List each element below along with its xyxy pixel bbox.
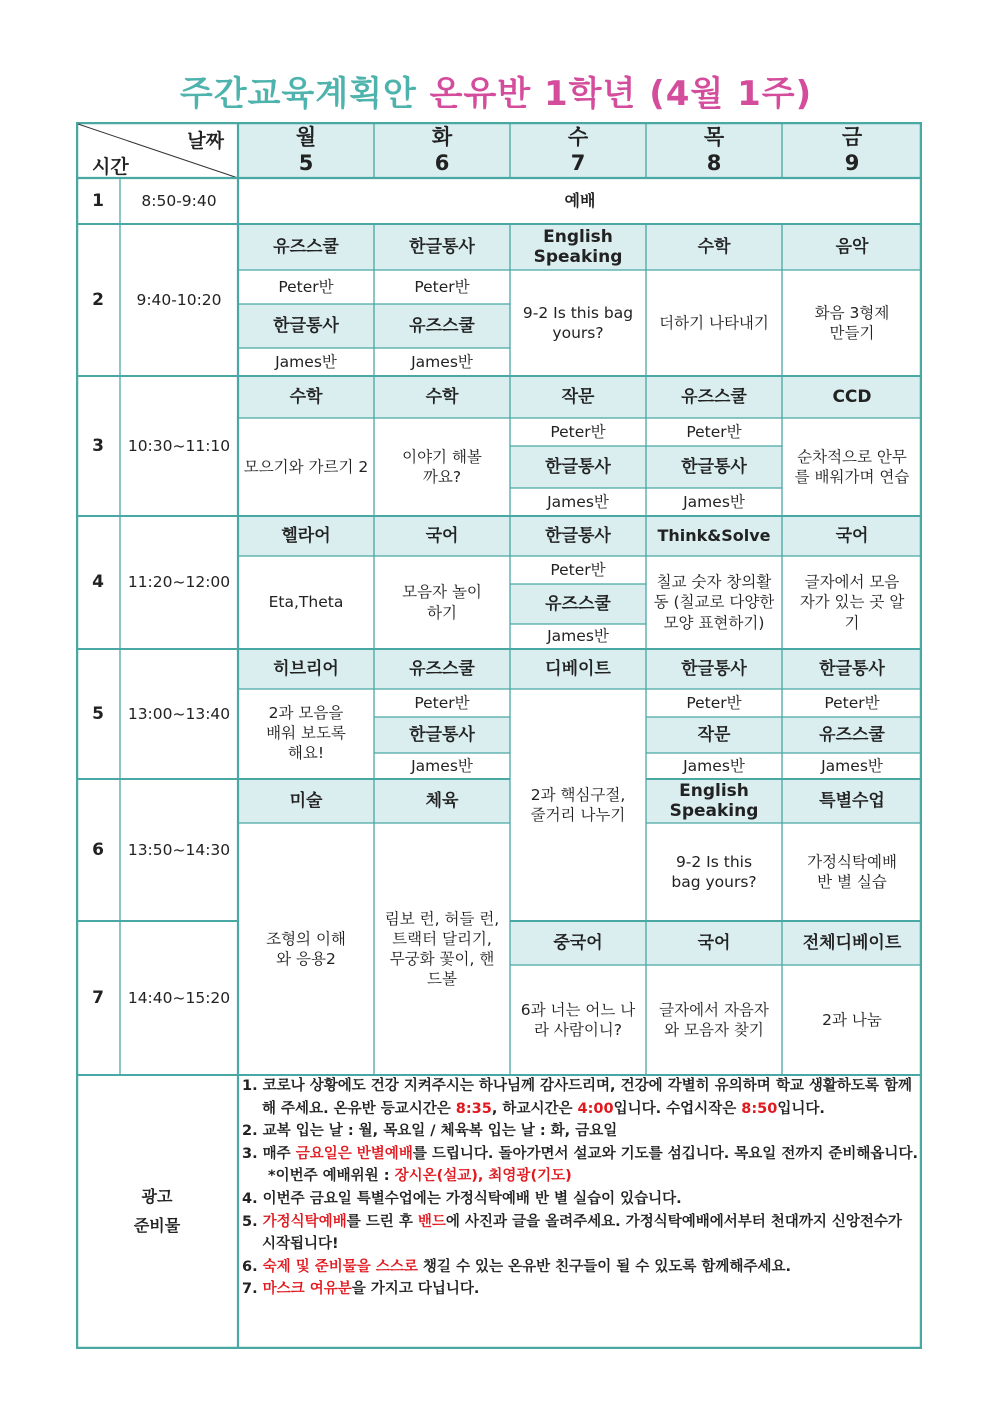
day-header-mon: 월 5 [238, 122, 374, 178]
notes-label [76, 1075, 238, 1349]
period-time: 10:30~11:10 [127, 436, 231, 455]
p7-fri-subject: 전체디베이트 [782, 921, 922, 965]
period-time: 14:40~15:20 [127, 988, 231, 1007]
p2-mon-subject2: 한글통사 [238, 304, 374, 348]
p5-tue-group1: Peter반 [414, 693, 470, 712]
period-num: 3 [92, 435, 104, 456]
period-time: 11:20~12:00 [127, 573, 231, 592]
p2-wed-subject: English Speaking [510, 224, 646, 270]
title-part1: 주간교육계획안 [179, 74, 417, 114]
period-time: 8:50-9:40 [141, 191, 217, 210]
p6-fri-content: 가정식탁예배 반 별 실습 [807, 852, 897, 891]
p4-wed-group2: James반 [547, 627, 609, 646]
p5-mon-content: 2과 모음을 배워 보도록 해요! [266, 704, 346, 763]
p5-tue-group2: James반 [411, 756, 473, 775]
title-part3: (4월 1주) [649, 74, 813, 114]
p5-fri-subject1: 한글통사 [782, 649, 922, 689]
p5-fri-subject2: 유즈스쿨 [782, 717, 922, 753]
p6-tue-content: 림보 런, 허들 런, 트랙터 달리기, 무궁화 꽃이, 핸드볼 [384, 909, 500, 989]
p7-thu-subject: 국어 [646, 921, 782, 965]
p3-fri-subject: CCD [782, 376, 922, 418]
p3-mon-subject: 수학 [238, 376, 374, 418]
p4-fri-content: 글자에서 모음자가 있는 곳 알기 [799, 573, 905, 632]
period-time: 13:50~14:30 [127, 840, 231, 859]
period-time: 13:00~13:40 [127, 704, 231, 723]
p5-thu-subject1: 한글통사 [646, 649, 782, 689]
p3-tue-content: 이야기 해볼까요? [402, 447, 482, 486]
p2-tue-subject2: 유즈스쿨 [374, 304, 510, 348]
p7-fri-content: 2과 나눔 [822, 1010, 882, 1029]
p4-wed-subject1: 한글통사 [510, 516, 646, 556]
time-label: 시간 [92, 156, 129, 178]
p2-thu-subject: 수학 [646, 224, 782, 270]
p4-wed-group1: Peter반 [550, 560, 606, 579]
notes-label-supplies: 준비물 [133, 1216, 181, 1235]
p6-mon-content: 조형의 이해와 응용2 [266, 929, 346, 968]
period-num: 6 [92, 839, 104, 860]
p6-thu-subject: English Speaking [646, 779, 782, 823]
note-item: 7. 마스크 여유분을 가지고 다닙니다. [242, 1281, 480, 1298]
p6-fri-subject: 특별수업 [782, 779, 922, 823]
p2-mon-subject1: 유즈스쿨 [238, 224, 374, 270]
p5-thu-subject2: 작문 [646, 717, 782, 753]
p3-thu-subject2: 한글통사 [646, 446, 782, 488]
p3-wed-group2: James반 [547, 492, 609, 511]
schedule-table [76, 122, 922, 1349]
p2-wed-content: 9-2 Is this bag yours? [522, 303, 634, 342]
p6-thu-content: 9-2 Is this bag yours? [671, 852, 757, 891]
period-num: 2 [92, 289, 104, 310]
date-label: 날짜 [187, 130, 224, 152]
p5-fri-group1: Peter반 [824, 693, 880, 712]
note-item: 6. 숙제 및 준비물을 스스로 챙길 수 있는 온유반 친구들이 될 수 있도록 함께해주세요. [242, 1258, 791, 1275]
period-num: 5 [92, 703, 104, 724]
p3-thu-group1: Peter반 [686, 422, 742, 441]
p2-tue-group2: James반 [411, 352, 473, 371]
p2-mon-group2: James반 [275, 352, 337, 371]
p2-fri-subject: 음악 [782, 224, 922, 270]
note-item: 4. 이번주 금요일 특별수업에는 가정식탁예배 반 별 실습이 있습니다. [242, 1190, 682, 1207]
p5-wed-content: 2과 핵심구절, 줄거리 나누기 [530, 785, 626, 824]
day-header-fri: 금 9 [782, 122, 922, 178]
p3-tue-subject: 수학 [374, 376, 510, 418]
note-item: 3. 매주 금요일은 반별예배를 드립니다. 돌아가면서 설교와 기도를 섬깁니다. 목요일 전까지 준비해옵니다. *이번주 예배위원 : 장시온(설교), 최영광(기도) [242, 1145, 918, 1185]
period-time: 9:40-10:20 [136, 290, 222, 309]
p4-thu-subject: Think&Solve [646, 516, 782, 556]
p4-mon-subject: 헬라어 [238, 516, 374, 556]
note-item: 2. 교복 입는 날 : 월, 목요일 / 체육복 입는 날 : 화, 금요일 [242, 1123, 618, 1140]
p4-mon-content: Eta,Theta [268, 593, 344, 612]
p3-mon-content: 모으기와 가르기 2 [243, 457, 369, 476]
day-header-thu: 목 8 [646, 122, 782, 178]
p4-thu-content: 칠교 숫자 창의활동 (칠교로 다양한 모양 표현하기) [653, 573, 775, 632]
p3-wed-subject1: 작문 [510, 376, 646, 418]
notes-label-ad: 광고 [141, 1187, 173, 1207]
title-part2: 온유반 1학년 [429, 74, 637, 114]
p7-wed-content: 6과 너는 어느 나라 사람이니? [520, 1000, 636, 1039]
p4-tue-subject: 국어 [374, 516, 510, 556]
period-num: 7 [92, 987, 104, 1008]
p5-tue-subject1: 유즈스쿨 [374, 649, 510, 689]
day-header-tue: 화 6 [374, 122, 510, 178]
p2-fri-content: 화음 3형제 만들기 [814, 303, 890, 342]
p3-wed-group1: Peter반 [550, 422, 606, 441]
p6-tue-subject: 체육 [374, 779, 510, 823]
p3-wed-subject2: 한글통사 [510, 446, 646, 488]
p7-wed-subject: 중국어 [510, 921, 646, 965]
p4-wed-subject2: 유즈스쿨 [510, 584, 646, 624]
p5-fri-group2: James반 [821, 756, 883, 775]
p5-thu-group1: Peter반 [686, 693, 742, 712]
p7-thu-content: 글자에서 자음자와 모음자 찾기 [659, 1000, 769, 1039]
period-num: 1 [92, 190, 104, 211]
page-title [0, 66, 992, 115]
p1-all-days: 예배 [564, 190, 596, 210]
note-item: 1. 코로나 상황에도 건강 지켜주시는 하나님께 감사드리며, 건강에 각별히 유의하며 학교 생활하도록 함께 해 주세요. 온유반 등교시간은 8:35, 하교시간은 4:00입니다. 수업시작은 8:50입니다. [242, 1078, 912, 1117]
p2-tue-group1: Peter반 [414, 277, 470, 296]
note-item: 5. 가정식탁예배를 드린 후 밴드에 사진과 글을 올려주세요. 가정식탁예배에서부터 천대까지 신앙전수가 시작됩니다! [242, 1213, 902, 1253]
p2-tue-subject1: 한글통사 [374, 224, 510, 270]
p3-thu-subject1: 유즈스쿨 [646, 376, 782, 418]
header-corner [76, 122, 238, 178]
p4-tue-content: 모음자 놀이 하기 [402, 583, 482, 622]
period-num: 4 [92, 572, 104, 593]
p4-fri-subject: 국어 [782, 516, 922, 556]
p5-wed-subject: 디베이트 [510, 649, 646, 689]
p6-mon-subject: 미술 [238, 779, 374, 823]
notes-list [242, 1075, 918, 1301]
p2-mon-group1: Peter반 [278, 277, 334, 296]
day-header-wed: 수 7 [510, 122, 646, 178]
p3-fri-content: 순차적으로 안무를 배워가며 연습 [794, 447, 910, 486]
p3-thu-group2: James반 [683, 492, 745, 511]
p5-thu-group2: James반 [683, 756, 745, 775]
p2-thu-content: 더하기 나타내기 [659, 313, 769, 332]
p5-tue-subject2: 한글통사 [374, 717, 510, 753]
p5-mon-subject: 히브리어 [238, 649, 374, 689]
